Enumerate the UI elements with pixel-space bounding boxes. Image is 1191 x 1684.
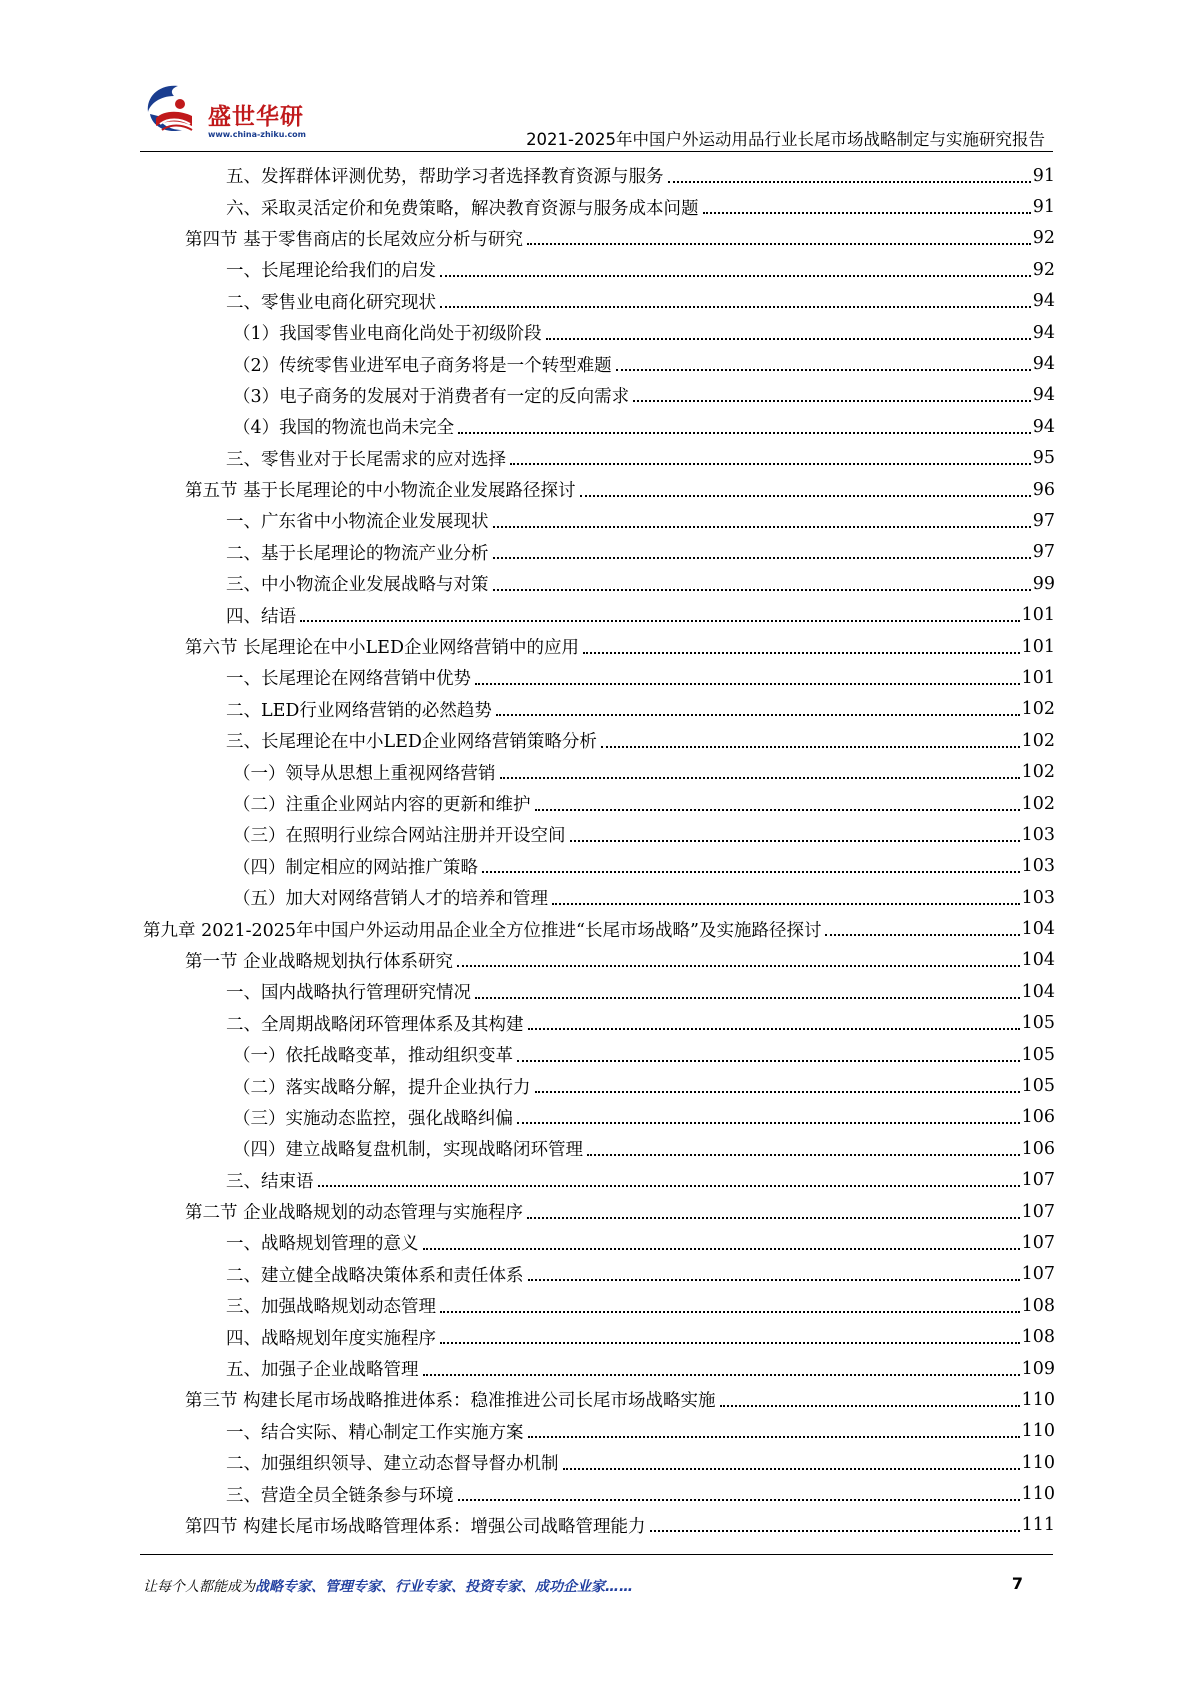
toc-entry[interactable] — [143, 474, 1055, 505]
toc-leader-dots — [650, 1530, 1020, 1532]
toc-entry-label: 三、结束语 — [226, 1171, 314, 1192]
footer-divider — [140, 1554, 1053, 1555]
toc-entry-page: 109 — [1021, 1358, 1055, 1379]
toc-entry-page: 92 — [1032, 228, 1055, 249]
toc-entry-label: （三）在照明行业综合网站注册并开设空间 — [233, 826, 566, 847]
toc-entry-page: 95 — [1032, 448, 1055, 469]
toc-entry-page: 91 — [1032, 197, 1055, 218]
toc-entry-page: 106 — [1021, 1107, 1055, 1128]
toc-entry[interactable] — [143, 380, 1055, 411]
toc-leader-dots — [570, 840, 1020, 842]
toc-entry[interactable] — [143, 443, 1055, 474]
toc-entry[interactable] — [143, 1478, 1055, 1509]
toc-leader-dots — [440, 275, 1031, 277]
toc-leader-dots — [720, 1405, 1020, 1407]
toc-entry-page: 104 — [1021, 919, 1055, 940]
toc-leader-dots — [528, 1436, 1020, 1438]
toc-entry-page: 103 — [1021, 824, 1055, 845]
toc-entry[interactable] — [143, 286, 1055, 317]
toc-entry-label: 五、发挥群体评测优势，帮助学习者选择教育资源与服务 — [226, 167, 664, 188]
toc-leader-dots — [510, 463, 1031, 465]
toc-entry[interactable] — [143, 191, 1055, 222]
toc-entry[interactable] — [143, 411, 1055, 442]
toc-entry-label: 六、采取灵活定价和免费策略，解决教育资源与服务成本问题 — [226, 198, 699, 219]
toc-entry[interactable] — [143, 1259, 1055, 1290]
toc-entry-label: （1）我国零售业电商化尚处于初级阶段 — [233, 324, 542, 345]
toc-entry-page: 110 — [1021, 1452, 1055, 1473]
toc-entry-page: 102 — [1021, 730, 1055, 751]
toc-entry-page: 92 — [1032, 259, 1055, 280]
toc-entry-page: 97 — [1032, 542, 1055, 563]
toc-entry-page: 97 — [1032, 510, 1055, 531]
toc-entry[interactable] — [143, 662, 1055, 693]
toc-leader-dots — [423, 1248, 1020, 1250]
toc-entry[interactable] — [143, 1510, 1055, 1541]
toc-entry-label: 二、加强组织领导、建立动态督导督办机制 — [226, 1454, 559, 1475]
toc-entry-label: 第六节 长尾理论在中小LED企业网络营销中的应用 — [185, 638, 579, 659]
toc-entry-label: （五）加大对网络营销人才的培养和管理 — [233, 889, 548, 910]
toc-entry[interactable] — [143, 160, 1055, 191]
toc-entry[interactable] — [143, 537, 1055, 568]
toc-entry[interactable] — [143, 568, 1055, 599]
toc-entry-page: 96 — [1032, 479, 1055, 500]
toc-entry-label: （3）电子商务的发展对于消费者有一定的反向需求 — [233, 386, 630, 407]
toc-entry-label: 三、加强战略规划动态管理 — [226, 1297, 436, 1318]
toc-entry-page: 111 — [1021, 1515, 1055, 1536]
toc-entry[interactable] — [143, 788, 1055, 819]
logo-name: 盛世华研 — [208, 104, 304, 130]
toc-entry[interactable] — [143, 1039, 1055, 1070]
toc-entry-label: 四、结语 — [226, 606, 296, 627]
toc-entry[interactable] — [143, 1133, 1055, 1164]
toc-entry[interactable] — [143, 913, 1055, 944]
toc-entry-label: 二、全周期战略闭环管理体系及其构建 — [226, 1014, 524, 1035]
toc-entry-page: 102 — [1021, 699, 1055, 720]
toc-entry-page: 105 — [1021, 1013, 1055, 1034]
toc-entry-label: 第二节 企业战略规划的动态管理与实施程序 — [185, 1203, 524, 1224]
toc-leader-dots — [528, 1028, 1020, 1030]
toc-leader-dots — [633, 400, 1031, 402]
toc-entry-page: 94 — [1032, 291, 1055, 312]
toc-leader-dots — [580, 495, 1031, 497]
toc-leader-dots — [703, 212, 1031, 214]
toc-entry[interactable] — [143, 505, 1055, 536]
toc-entry[interactable] — [143, 1070, 1055, 1101]
page-number: 7 — [1011, 1574, 1023, 1593]
slogan-highlight: 战略专家、管理专家、行业专家、投资专家、成功企业家…… — [255, 1579, 633, 1595]
toc-entry-page: 110 — [1021, 1484, 1055, 1505]
toc-leader-dots — [496, 714, 1020, 716]
toc-entry-label: 第四节 基于零售商店的长尾效应分析与研究 — [185, 229, 524, 250]
toc-entry-page: 105 — [1021, 1076, 1055, 1097]
toc-leader-dots — [535, 1091, 1020, 1093]
toc-entry-label: （一）依托战略变革，推动组织变革 — [233, 1046, 513, 1067]
toc-entry-label: 二、基于长尾理论的物流产业分析 — [226, 543, 489, 564]
toc-entry[interactable] — [143, 1196, 1055, 1227]
toc-entry[interactable] — [143, 599, 1055, 630]
toc-entry-page: 106 — [1021, 1138, 1055, 1159]
toc-leader-dots — [493, 557, 1031, 559]
toc-entry-page: 103 — [1021, 856, 1055, 877]
table-of-contents — [143, 160, 1055, 1541]
toc-entry-label: 三、营造全员全链条参与环境 — [226, 1485, 454, 1506]
toc-leader-dots — [458, 432, 1031, 434]
toc-entry-label: 一、长尾理论在网络营销中优势 — [226, 669, 471, 690]
toc-entry-label: 一、国内战略执行管理研究情况 — [226, 983, 471, 1004]
header-divider — [140, 151, 1053, 152]
toc-entry-page: 107 — [1021, 1232, 1055, 1253]
toc-leader-dots — [583, 652, 1020, 654]
toc-leader-dots — [552, 903, 1020, 905]
toc-leader-dots — [493, 526, 1031, 528]
toc-entry[interactable] — [143, 945, 1055, 976]
toc-entry-label: 二、LED行业网络营销的必然趋势 — [226, 700, 492, 721]
toc-entry[interactable] — [143, 756, 1055, 787]
toc-entry[interactable] — [143, 1102, 1055, 1133]
toc-entry[interactable] — [143, 1353, 1055, 1384]
toc-leader-dots — [527, 1217, 1020, 1219]
toc-entry-label: 二、建立健全战略决策体系和责任体系 — [226, 1265, 524, 1286]
toc-leader-dots — [563, 1468, 1020, 1470]
toc-entry-label: 第九章 2021-2025年中国户外运动用品企业全方位推进“长尾市场战略”及实施路径探讨 — [143, 920, 822, 941]
toc-entry[interactable] — [143, 1321, 1055, 1352]
toc-leader-dots — [587, 1154, 1020, 1156]
toc-leader-dots — [318, 1185, 1020, 1187]
toc-entry-page: 103 — [1021, 887, 1055, 908]
toc-entry-label: 一、战略规划管理的意义 — [226, 1234, 419, 1255]
toc-entry-label: 一、结合实际、精心制定工作实施方案 — [226, 1422, 524, 1443]
toc-entry[interactable] — [143, 819, 1055, 850]
toc-entry-label: 三、长尾理论在中小LED企业网络营销策略分析 — [226, 732, 597, 753]
toc-leader-dots — [440, 1311, 1020, 1313]
toc-entry-label: （四）建立战略复盘机制，实现战略闭环管理 — [233, 1140, 583, 1161]
footer-slogan — [143, 1576, 633, 1596]
toc-entry-page: 110 — [1021, 1389, 1055, 1410]
toc-entry-label: 一、广东省中小物流企业发展现状 — [226, 512, 489, 533]
toc-leader-dots — [528, 1279, 1020, 1281]
toc-entry-page: 94 — [1032, 322, 1055, 343]
toc-entry[interactable] — [143, 631, 1055, 662]
toc-entry-label: （4）我国的物流也尚未完全 — [233, 418, 455, 439]
toc-entry-page: 107 — [1021, 1170, 1055, 1191]
toc-entry-page: 99 — [1032, 573, 1055, 594]
toc-entry-page: 108 — [1021, 1327, 1055, 1348]
toc-entry[interactable] — [143, 851, 1055, 882]
toc-entry-page: 102 — [1021, 793, 1055, 814]
toc-leader-dots — [535, 809, 1020, 811]
toc-entry[interactable] — [143, 317, 1055, 348]
toc-leader-dots — [500, 777, 1020, 779]
toc-entry[interactable] — [143, 1008, 1055, 1039]
toc-entry-label: 第一节 企业战略规划执行体系研究 — [185, 951, 454, 972]
toc-leader-dots — [616, 369, 1031, 371]
toc-entry-label: 第四节 构建长尾市场战略管理体系：增强公司战略管理能力 — [185, 1516, 646, 1537]
toc-entry-page: 102 — [1021, 762, 1055, 783]
toc-entry-label: 二、零售业电商化研究现状 — [226, 292, 436, 313]
toc-entry-page: 94 — [1032, 385, 1055, 406]
toc-entry-label: （2）传统零售业进军电子商务将是一个转型难题 — [233, 355, 612, 376]
toc-entry-label: 三、零售业对于长尾需求的应对选择 — [226, 449, 506, 470]
toc-entry-label: （二）注重企业网站内容的更新和维护 — [233, 795, 531, 815]
toc-leader-dots — [825, 934, 1019, 936]
toc-entry-label: 五、加强子企业战略管理 — [226, 1360, 419, 1381]
toc-leader-dots — [475, 997, 1020, 999]
toc-entry-label: 一、长尾理论给我们的启发 — [226, 261, 436, 282]
toc-entry[interactable] — [143, 1227, 1055, 1258]
toc-entry-page: 101 — [1021, 667, 1055, 688]
slogan-prefix: 让每个人都能成为 — [143, 1579, 255, 1595]
toc-leader-dots — [458, 1499, 1020, 1501]
toc-entry-page: 91 — [1032, 165, 1055, 186]
toc-entry-label: （一）领导从思想上重视网络营销 — [233, 763, 496, 784]
toc-entry-page: 104 — [1021, 981, 1055, 1002]
toc-entry-page: 105 — [1021, 1044, 1055, 1065]
toc-entry-page: 107 — [1021, 1264, 1055, 1285]
toc-entry[interactable] — [143, 1165, 1055, 1196]
toc-entry[interactable] — [143, 1290, 1055, 1321]
toc-leader-dots — [440, 1342, 1020, 1344]
toc-entry[interactable] — [143, 725, 1055, 756]
logo-url: www.china-zhiku.com — [208, 130, 307, 139]
toc-entry-page: 108 — [1021, 1295, 1055, 1316]
toc-entry-page: 101 — [1021, 605, 1055, 626]
toc-leader-dots — [475, 683, 1020, 685]
toc-entry[interactable] — [143, 254, 1055, 285]
toc-entry[interactable] — [143, 882, 1055, 913]
toc-entry[interactable] — [143, 976, 1055, 1007]
toc-entry-label: 三、中小物流企业发展战略与对策 — [226, 575, 489, 596]
toc-entry[interactable] — [143, 694, 1055, 725]
toc-leader-dots — [300, 620, 1020, 622]
toc-leader-dots — [493, 589, 1031, 591]
toc-entry-page: 101 — [1021, 636, 1055, 657]
toc-entry[interactable] — [143, 348, 1055, 379]
document-title: 2021-2025年中国户外运动用品行业长尾市场战略制定与实施研究报告 — [526, 130, 1045, 149]
toc-entry-label: 第五节 基于长尾理论的中小物流企业发展路径探讨 — [185, 481, 576, 502]
toc-entry[interactable] — [143, 223, 1055, 254]
toc-entry-page: 104 — [1021, 950, 1055, 971]
toc-leader-dots — [546, 338, 1031, 340]
toc-entry-label: （四）制定相应的网站推广策略 — [233, 857, 478, 878]
toc-leader-dots — [601, 746, 1020, 748]
toc-leader-dots — [423, 1374, 1020, 1376]
toc-entry-label: （三）实施动态监控，强化战略纠偏 — [233, 1108, 513, 1129]
toc-entry-page: 94 — [1032, 354, 1055, 375]
toc-entry-page: 94 — [1032, 416, 1055, 437]
logo-emblem-icon — [140, 80, 210, 140]
toc-leader-dots — [668, 181, 1031, 183]
toc-entry[interactable] — [143, 1384, 1055, 1415]
toc-entry-label: 第三节 构建长尾市场战略推进体系：稳准推进公司长尾市场战略实施 — [185, 1391, 716, 1412]
toc-leader-dots — [457, 965, 1020, 967]
toc-entry-page: 110 — [1021, 1421, 1055, 1442]
toc-leader-dots — [517, 1060, 1020, 1062]
toc-entry-label: 四、战略规划年度实施程序 — [226, 1328, 436, 1349]
toc-entry-label: （二）落实战略分解，提升企业执行力 — [233, 1077, 531, 1098]
toc-entry[interactable] — [143, 1416, 1055, 1447]
toc-entry[interactable] — [143, 1447, 1055, 1478]
toc-entry-page: 107 — [1021, 1201, 1055, 1222]
toc-leader-dots — [527, 243, 1031, 245]
toc-leader-dots — [482, 871, 1020, 873]
toc-leader-dots — [517, 1122, 1020, 1124]
toc-leader-dots — [440, 306, 1031, 308]
